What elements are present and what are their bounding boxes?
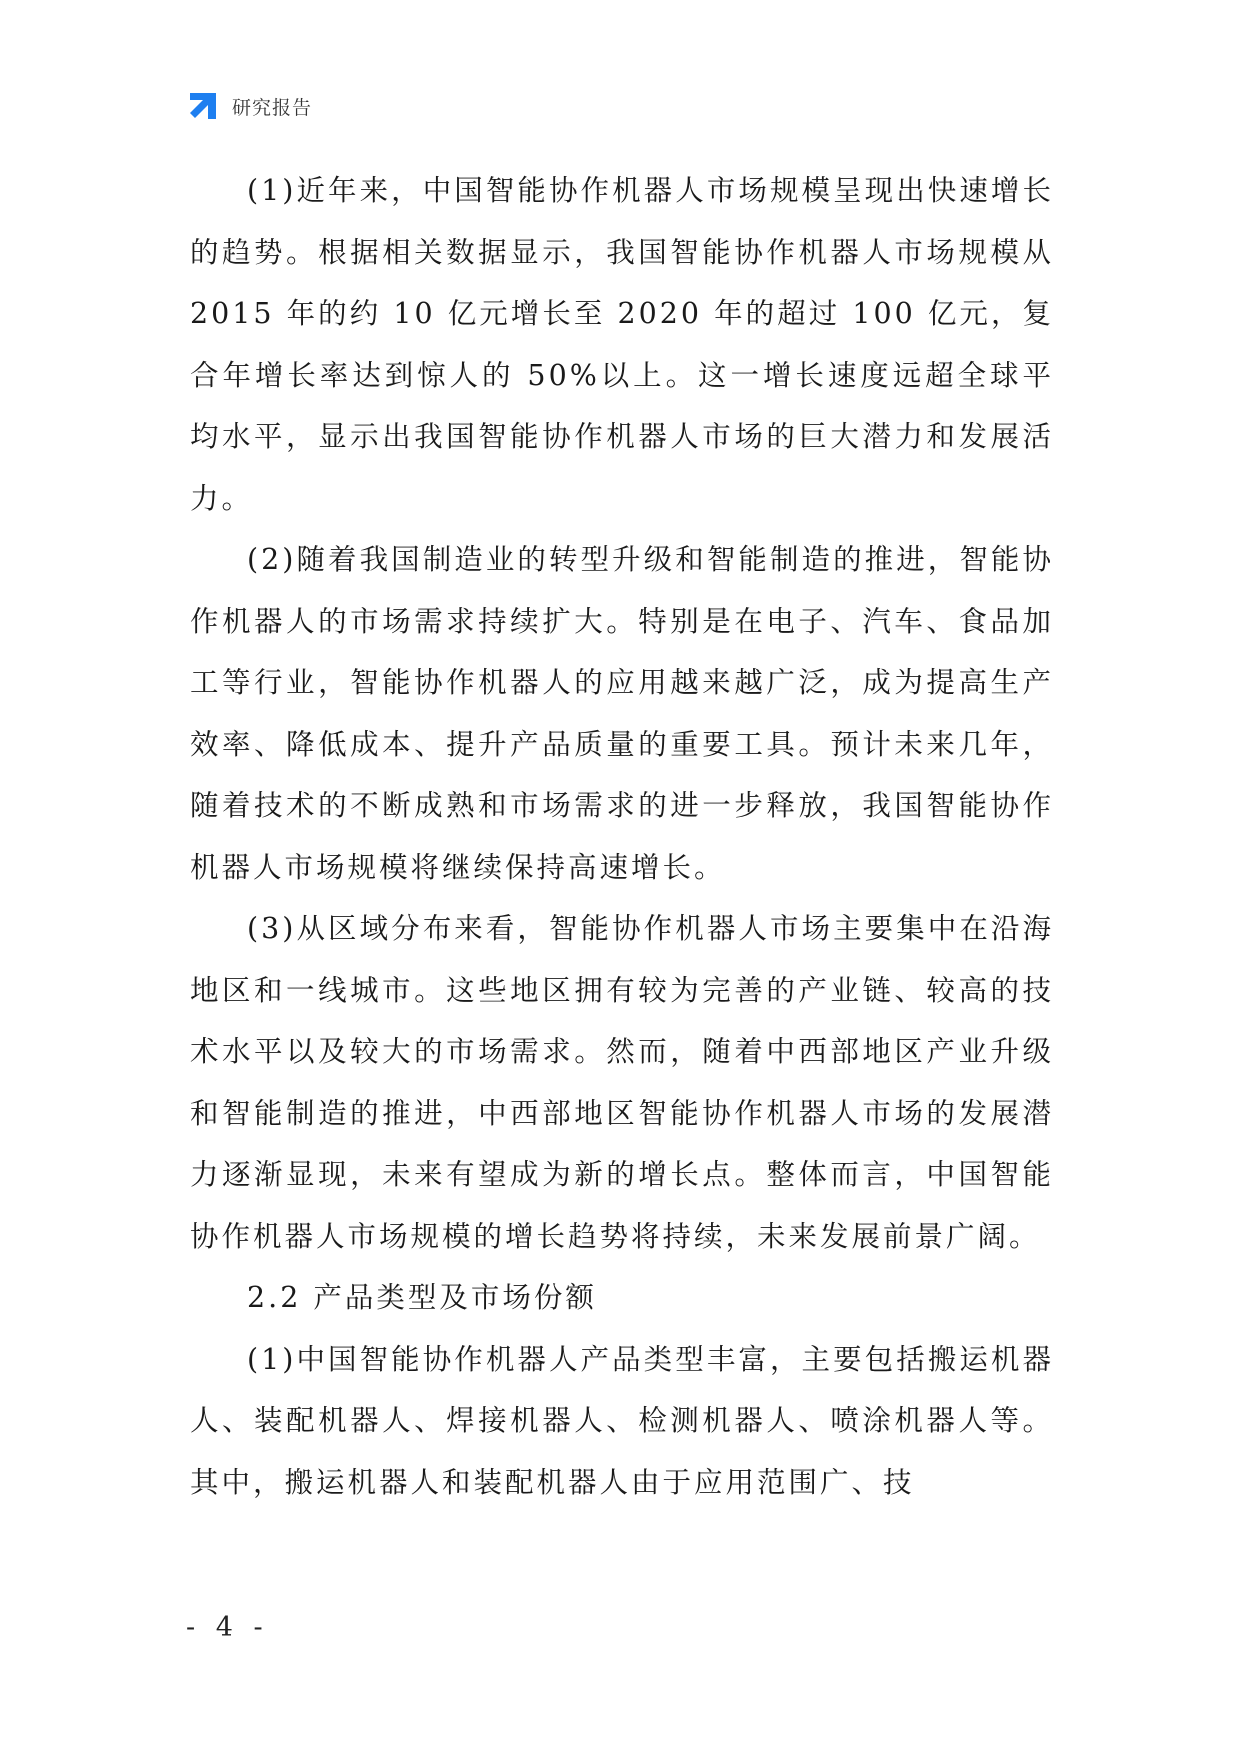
paragraph-1: (1)近年来，中国智能协作机器人市场规模呈现出快速增长的趋势。根据相关数据显示，我国智能协作机器人市场规模从 2015 年的约 10 亿元增长至 2020 年的超过 100 亿元，复合年增长率达到惊人的 50%以上。这一增长速度远超全球平均水平，显示出我国智能协作机器人市场的巨大潜力和发展活力。 — [190, 174, 1054, 515]
paragraph-2: (2)随着我国制造业的转型升级和智能制造的推进，智能协作机器人的市场需求持续扩大。特别是在电子、汽车、食品加工等行业，智能协作机器人的应用越来越广泛，成为提高生产效率、降低成本、提升产品质量的重要工具。预计未来几年，随着技术的不断成熟和市场需求的进一步释放，我国智能协作机器人市场规模将继续保持高速增长。 — [190, 543, 1054, 884]
arrow-up-right-icon — [186, 89, 220, 123]
page-number: - 4 - — [186, 1612, 269, 1643]
page-header — [186, 88, 312, 124]
section-heading: 2.2 产品类型及市场份额 — [247, 1281, 597, 1314]
document-body — [190, 160, 1054, 1513]
header-title: 研究报告 — [232, 96, 313, 119]
paragraph-3: (3)从区域分布来看，智能协作机器人市场主要集中在沿海地区和一线城市。这些地区拥有较为完善的产业链、较高的技术水平以及较大的市场需求。然而，随着中西部地区产业升级和智能制造的推进，中西部地区智能协作机器人市场的发展潜力逐渐显现，未来有望成为新的增长点。整体而言，中国智能协作机器人市场规模的增长趋势将持续，未来发展前景广阔。 — [190, 912, 1054, 1253]
section-paragraph-1: (1)中国智能协作机器人产品类型丰富，主要包括搬运机器人、装配机器人、焊接机器人、检测机器人、喷涂机器人等。其中，搬运机器人和装配机器人由于应用范围广、技 — [190, 1342, 1054, 1499]
